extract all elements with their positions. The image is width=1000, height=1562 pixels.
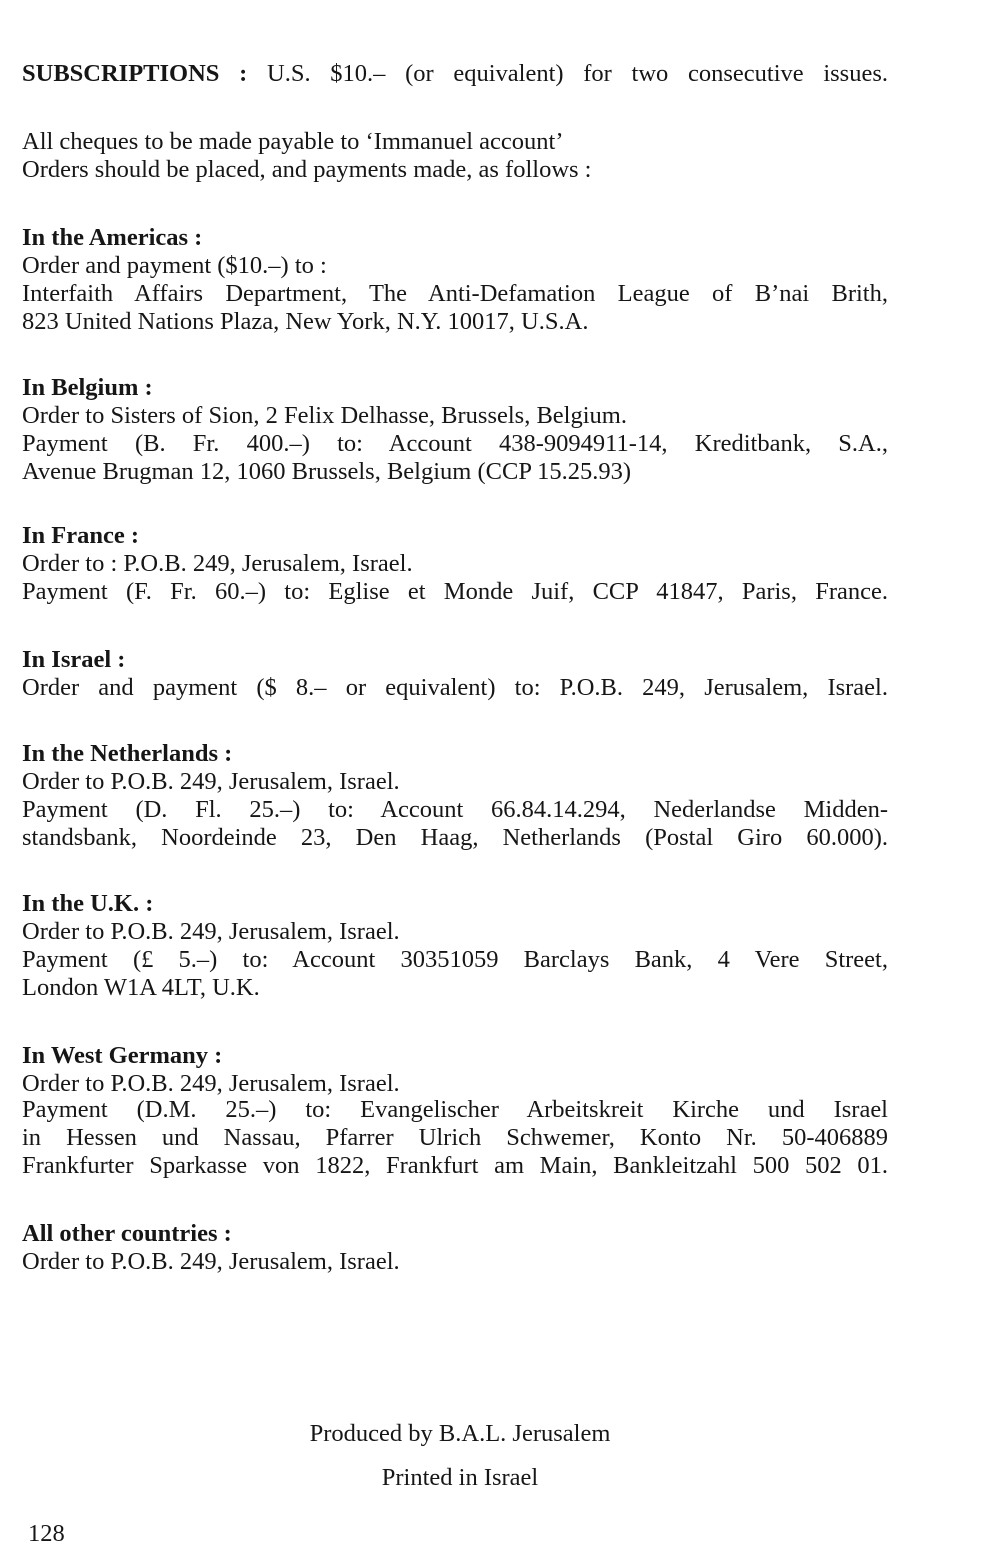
netherlands-line-1: Order to P.O.B. 249, Jerusalem, Israel. bbox=[22, 768, 400, 795]
heading-france: In France : bbox=[22, 522, 140, 549]
uk-line-3: London W1A 4LT, U.K. bbox=[22, 974, 260, 1001]
subscriptions-line bbox=[22, 60, 888, 88]
uk-line-1: Order to P.O.B. 249, Jerusalem, Israel. bbox=[22, 918, 400, 945]
belgium-line-1: Order to Sisters of Sion, 2 Felix Delhasse, Brussels, Belgium. bbox=[22, 402, 627, 429]
produced-by: Produced by B.A.L. Jerusalem bbox=[309, 1420, 611, 1447]
heading-uk: In the U.K. : bbox=[22, 890, 154, 917]
west-germany-line-1: Order to P.O.B. 249, Jerusalem, Israel. bbox=[22, 1070, 400, 1097]
intro-line-2: Orders should be placed, and payments made, as follows : bbox=[22, 156, 592, 183]
netherlands-line-3: standsbank, Noordeinde 23, Den Haag, Netherlands (Postal Giro 60.000). bbox=[22, 824, 888, 851]
americas-line-1: Order and payment ($10.–) to : bbox=[22, 252, 327, 279]
heading-israel: In Israel : bbox=[22, 646, 126, 673]
west-germany-line-3: in Hessen und Nassau, Pfarrer Ulrich Schwemer, Konto Nr. 50-406889 bbox=[22, 1124, 888, 1151]
page-number: 128 bbox=[28, 1520, 65, 1547]
heading-belgium: In Belgium : bbox=[22, 374, 153, 401]
subscriptions-text: U.S. $10.– (or equivalent) for two consecutive issues. bbox=[267, 60, 888, 87]
france-line-1: Order to : P.O.B. 249, Jerusalem, Israel. bbox=[22, 550, 413, 577]
printed-in: Printed in Israel bbox=[381, 1464, 539, 1491]
france-line-2: Payment (F. Fr. 60.–) to: Eglise et Monde Juif, CCP 41847, Paris, France. bbox=[22, 578, 888, 605]
belgium-line-2: Payment (B. Fr. 400.–) to: Account 438-9094911-14, Kreditbank, S.A., bbox=[22, 430, 888, 457]
heading-west-germany: In West Germany : bbox=[22, 1042, 223, 1069]
heading-americas: In the Americas : bbox=[22, 224, 203, 251]
americas-line-2: Interfaith Affairs Department, The Anti-Defamation League of B’nai Brith, bbox=[22, 280, 888, 307]
netherlands-line-2: Payment (D. Fl. 25.–) to: Account 66.84.14.294, Nederlandse Midden- bbox=[22, 796, 888, 823]
uk-line-2: Payment (£ 5.–) to: Account 30351059 Barclays Bank, 4 Vere Street, bbox=[22, 946, 888, 973]
subscriptions-label: SUBSCRIPTIONS : bbox=[22, 60, 248, 87]
heading-other-countries: All other countries : bbox=[22, 1220, 232, 1247]
heading-netherlands: In the Netherlands : bbox=[22, 740, 233, 767]
intro-line-1: All cheques to be made payable to ‘Immanuel account’ bbox=[22, 128, 564, 155]
belgium-line-3: Avenue Brugman 12, 1060 Brussels, Belgium (CCP 15.25.93) bbox=[22, 458, 632, 485]
israel-line-1: Order and payment ($ 8.– or equivalent) to: P.O.B. 249, Jerusalem, Israel. bbox=[22, 674, 888, 701]
west-germany-line-2: Payment (D.M. 25.–) to: Evangelischer Arbeitskreit Kirche und Israel bbox=[22, 1096, 888, 1123]
west-germany-line-4: Frankfurter Sparkasse von 1822, Frankfurt am Main, Bankleitzahl 500 502 01. bbox=[22, 1152, 888, 1179]
other-countries-line-1: Order to P.O.B. 249, Jerusalem, Israel. bbox=[22, 1248, 400, 1275]
americas-line-3: 823 United Nations Plaza, New York, N.Y. 10017, U.S.A. bbox=[22, 308, 589, 335]
